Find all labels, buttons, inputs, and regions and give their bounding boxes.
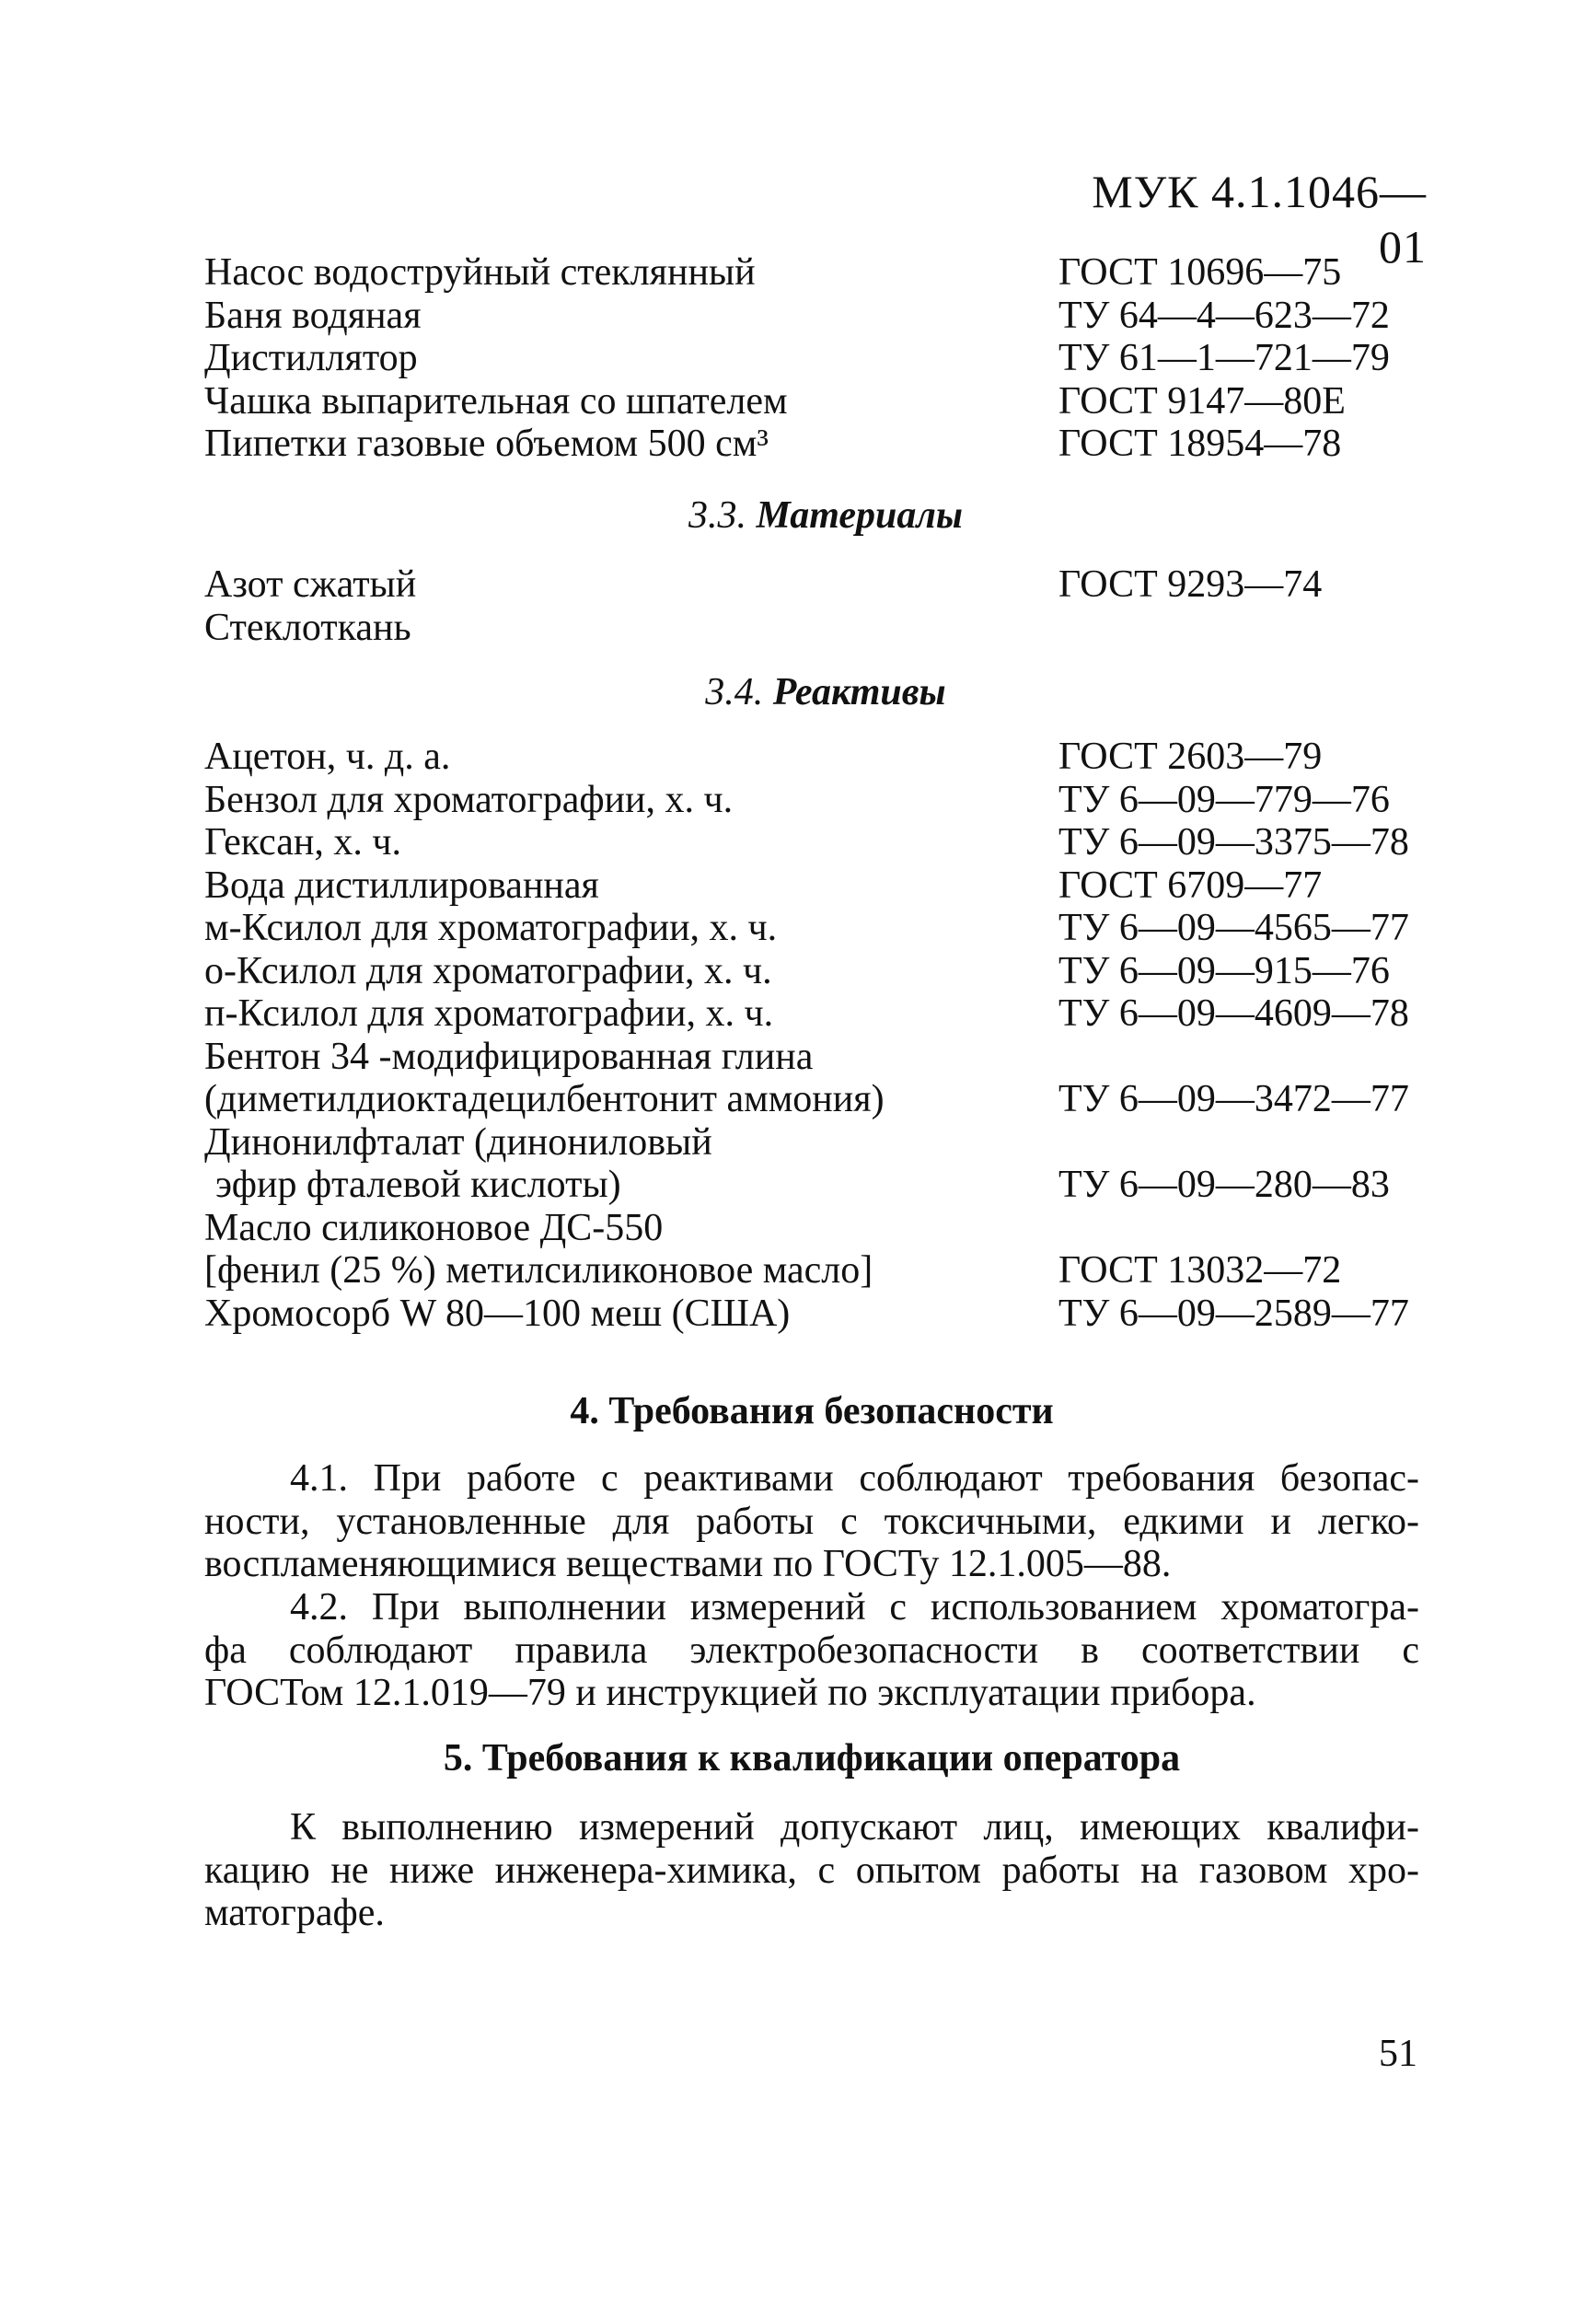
- list-item: [204, 295, 1419, 338]
- section-4-title: 4. Требования безопасности: [570, 1390, 1054, 1432]
- list-item: [204, 779, 1419, 822]
- item-name: [фенил (25 %) метилсиликоновое масло]: [204, 1249, 873, 1292]
- materials-heading: [28, 493, 1596, 539]
- item-name: (диметилдиоктадецилбентонит аммония): [204, 1078, 885, 1120]
- list-item: [204, 907, 1419, 950]
- item-standard: ТУ 6—09—3375—78: [1058, 821, 1409, 864]
- section-5-title: 5. Требования к квалификации оператора: [443, 1737, 1181, 1780]
- page-number: 51: [1379, 2033, 1417, 2075]
- list-item: [204, 607, 1419, 650]
- materials-number: 3.3.: [688, 494, 746, 537]
- item-name: эфир фталевой кислоты): [215, 1164, 621, 1206]
- item-name: Бентон 34 -модифицированная глина: [204, 1035, 814, 1078]
- paragraph-line: воспламеняющимися веществами по ГОСТу 12.1.005—88.: [204, 1543, 1172, 1585]
- section-4-paragraph-1: [204, 1457, 1419, 1586]
- item-name: Бензол для хроматографии, х. ч.: [204, 778, 734, 821]
- item-name: Масло силиконовое ДС-550: [204, 1206, 664, 1249]
- item-standard: ГОСТ 10696—75: [1058, 251, 1342, 294]
- item-standard: ТУ 6—09—2589—77: [1058, 1292, 1409, 1335]
- list-item: [204, 380, 1419, 423]
- item-name: Пипетки газовые объемом 500 см³: [204, 423, 769, 465]
- section-5-paragraph-1: [204, 1806, 1419, 1935]
- equipment-list: [204, 251, 1419, 466]
- item-name: Баня водяная: [204, 294, 422, 337]
- list-item: [204, 1293, 1419, 1336]
- list-item: [204, 1164, 1419, 1207]
- list-item: [204, 1036, 1419, 1079]
- item-name: Хромосорб W 80—100 меш (США): [204, 1292, 791, 1335]
- materials-list: [204, 563, 1419, 649]
- item-name: Динонилфталат (динониловый: [204, 1120, 712, 1164]
- item-standard: ГОСТ 9147—80Е: [1058, 379, 1346, 423]
- list-item: [204, 337, 1419, 380]
- item-name: Азот сжатый: [204, 563, 417, 606]
- paragraph-line: ности, установленные для работы с токсичными, едкими и легко-: [204, 1500, 1419, 1543]
- section-4-paragraph-2: [204, 1586, 1419, 1715]
- list-item: [204, 1249, 1419, 1293]
- item-standard: ТУ 6—09—280—83: [1058, 1164, 1390, 1206]
- reagents-title: Реактивы: [772, 671, 946, 713]
- item-standard: ТУ 6—09—4609—78: [1058, 992, 1409, 1035]
- paragraph-line: 4.2. При выполнении измерений с использованием хроматогра-: [290, 1586, 1419, 1629]
- materials-title: Материалы: [756, 494, 964, 537]
- list-item: [204, 821, 1419, 864]
- item-name: Ацетон, ч. д. а.: [204, 736, 451, 778]
- item-standard: ТУ 6—09—4565—77: [1058, 907, 1409, 949]
- reagents-number: 3.4.: [705, 671, 764, 713]
- paragraph-line: кацию не ниже инженера-химика, с опытом работы на газовом хро-: [204, 1849, 1419, 1892]
- list-item: [204, 1078, 1419, 1121]
- reagents-list: [204, 736, 1419, 1335]
- list-item: [204, 423, 1419, 466]
- item-name: Стеклоткань: [204, 606, 411, 649]
- item-standard: ТУ 64—4—623—72: [1058, 294, 1390, 337]
- item-standard: ГОСТ 6709—77: [1058, 864, 1323, 907]
- paragraph-line: матографе.: [204, 1892, 385, 1934]
- list-item: [204, 864, 1419, 908]
- list-item: [204, 950, 1419, 993]
- item-name: м-Ксилол для хроматографии, х. ч.: [204, 907, 778, 949]
- paragraph-line: фа соблюдают правила электробезопасности в соответствии с: [204, 1629, 1419, 1672]
- item-name: Чашка выпарительная со шпателем: [204, 379, 788, 423]
- item-name: Вода дистиллированная: [204, 864, 599, 907]
- list-item: [204, 736, 1419, 779]
- item-standard: ТУ 6—09—915—76: [1058, 949, 1390, 992]
- item-standard: ТУ 6—09—779—76: [1058, 778, 1390, 821]
- reagents-heading: [28, 669, 1596, 715]
- item-standard: ГОСТ 13032—72: [1058, 1249, 1342, 1292]
- item-standard: ГОСТ 18954—78: [1058, 423, 1342, 465]
- item-name: Дистиллятор: [204, 337, 418, 379]
- paragraph-line: ГОСТом 12.1.019—79 и инструкцией по эксплуатации прибора.: [204, 1672, 1256, 1714]
- paragraph-line: 4.1. При работе с реактивами соблюдают требования безопас-: [290, 1457, 1419, 1500]
- list-item: [204, 251, 1419, 295]
- item-name: Насос водоструйный стеклянный: [204, 251, 756, 294]
- item-standard: ГОСТ 9293—74: [1058, 563, 1323, 606]
- item-name: о-Ксилол для хроматографии, х. ч.: [204, 949, 772, 992]
- item-standard: ГОСТ 2603—79: [1058, 736, 1323, 778]
- list-item: [204, 1207, 1419, 1250]
- item-standard: ТУ 6—09—3472—77: [1058, 1078, 1409, 1120]
- document-code: МУК 4.1.1046—01: [1092, 166, 1427, 272]
- list-item: [204, 1121, 1419, 1165]
- item-name: п-Ксилол для хроматографии, х. ч.: [204, 992, 774, 1035]
- list-item: [204, 563, 1419, 607]
- item-name: Гексан, х. ч.: [204, 821, 401, 864]
- item-standard: ТУ 61—1—721—79: [1058, 337, 1390, 379]
- list-item: [204, 992, 1419, 1036]
- paragraph-line: К выполнению измерений допускают лиц, имеющих квалифи-: [290, 1806, 1419, 1849]
